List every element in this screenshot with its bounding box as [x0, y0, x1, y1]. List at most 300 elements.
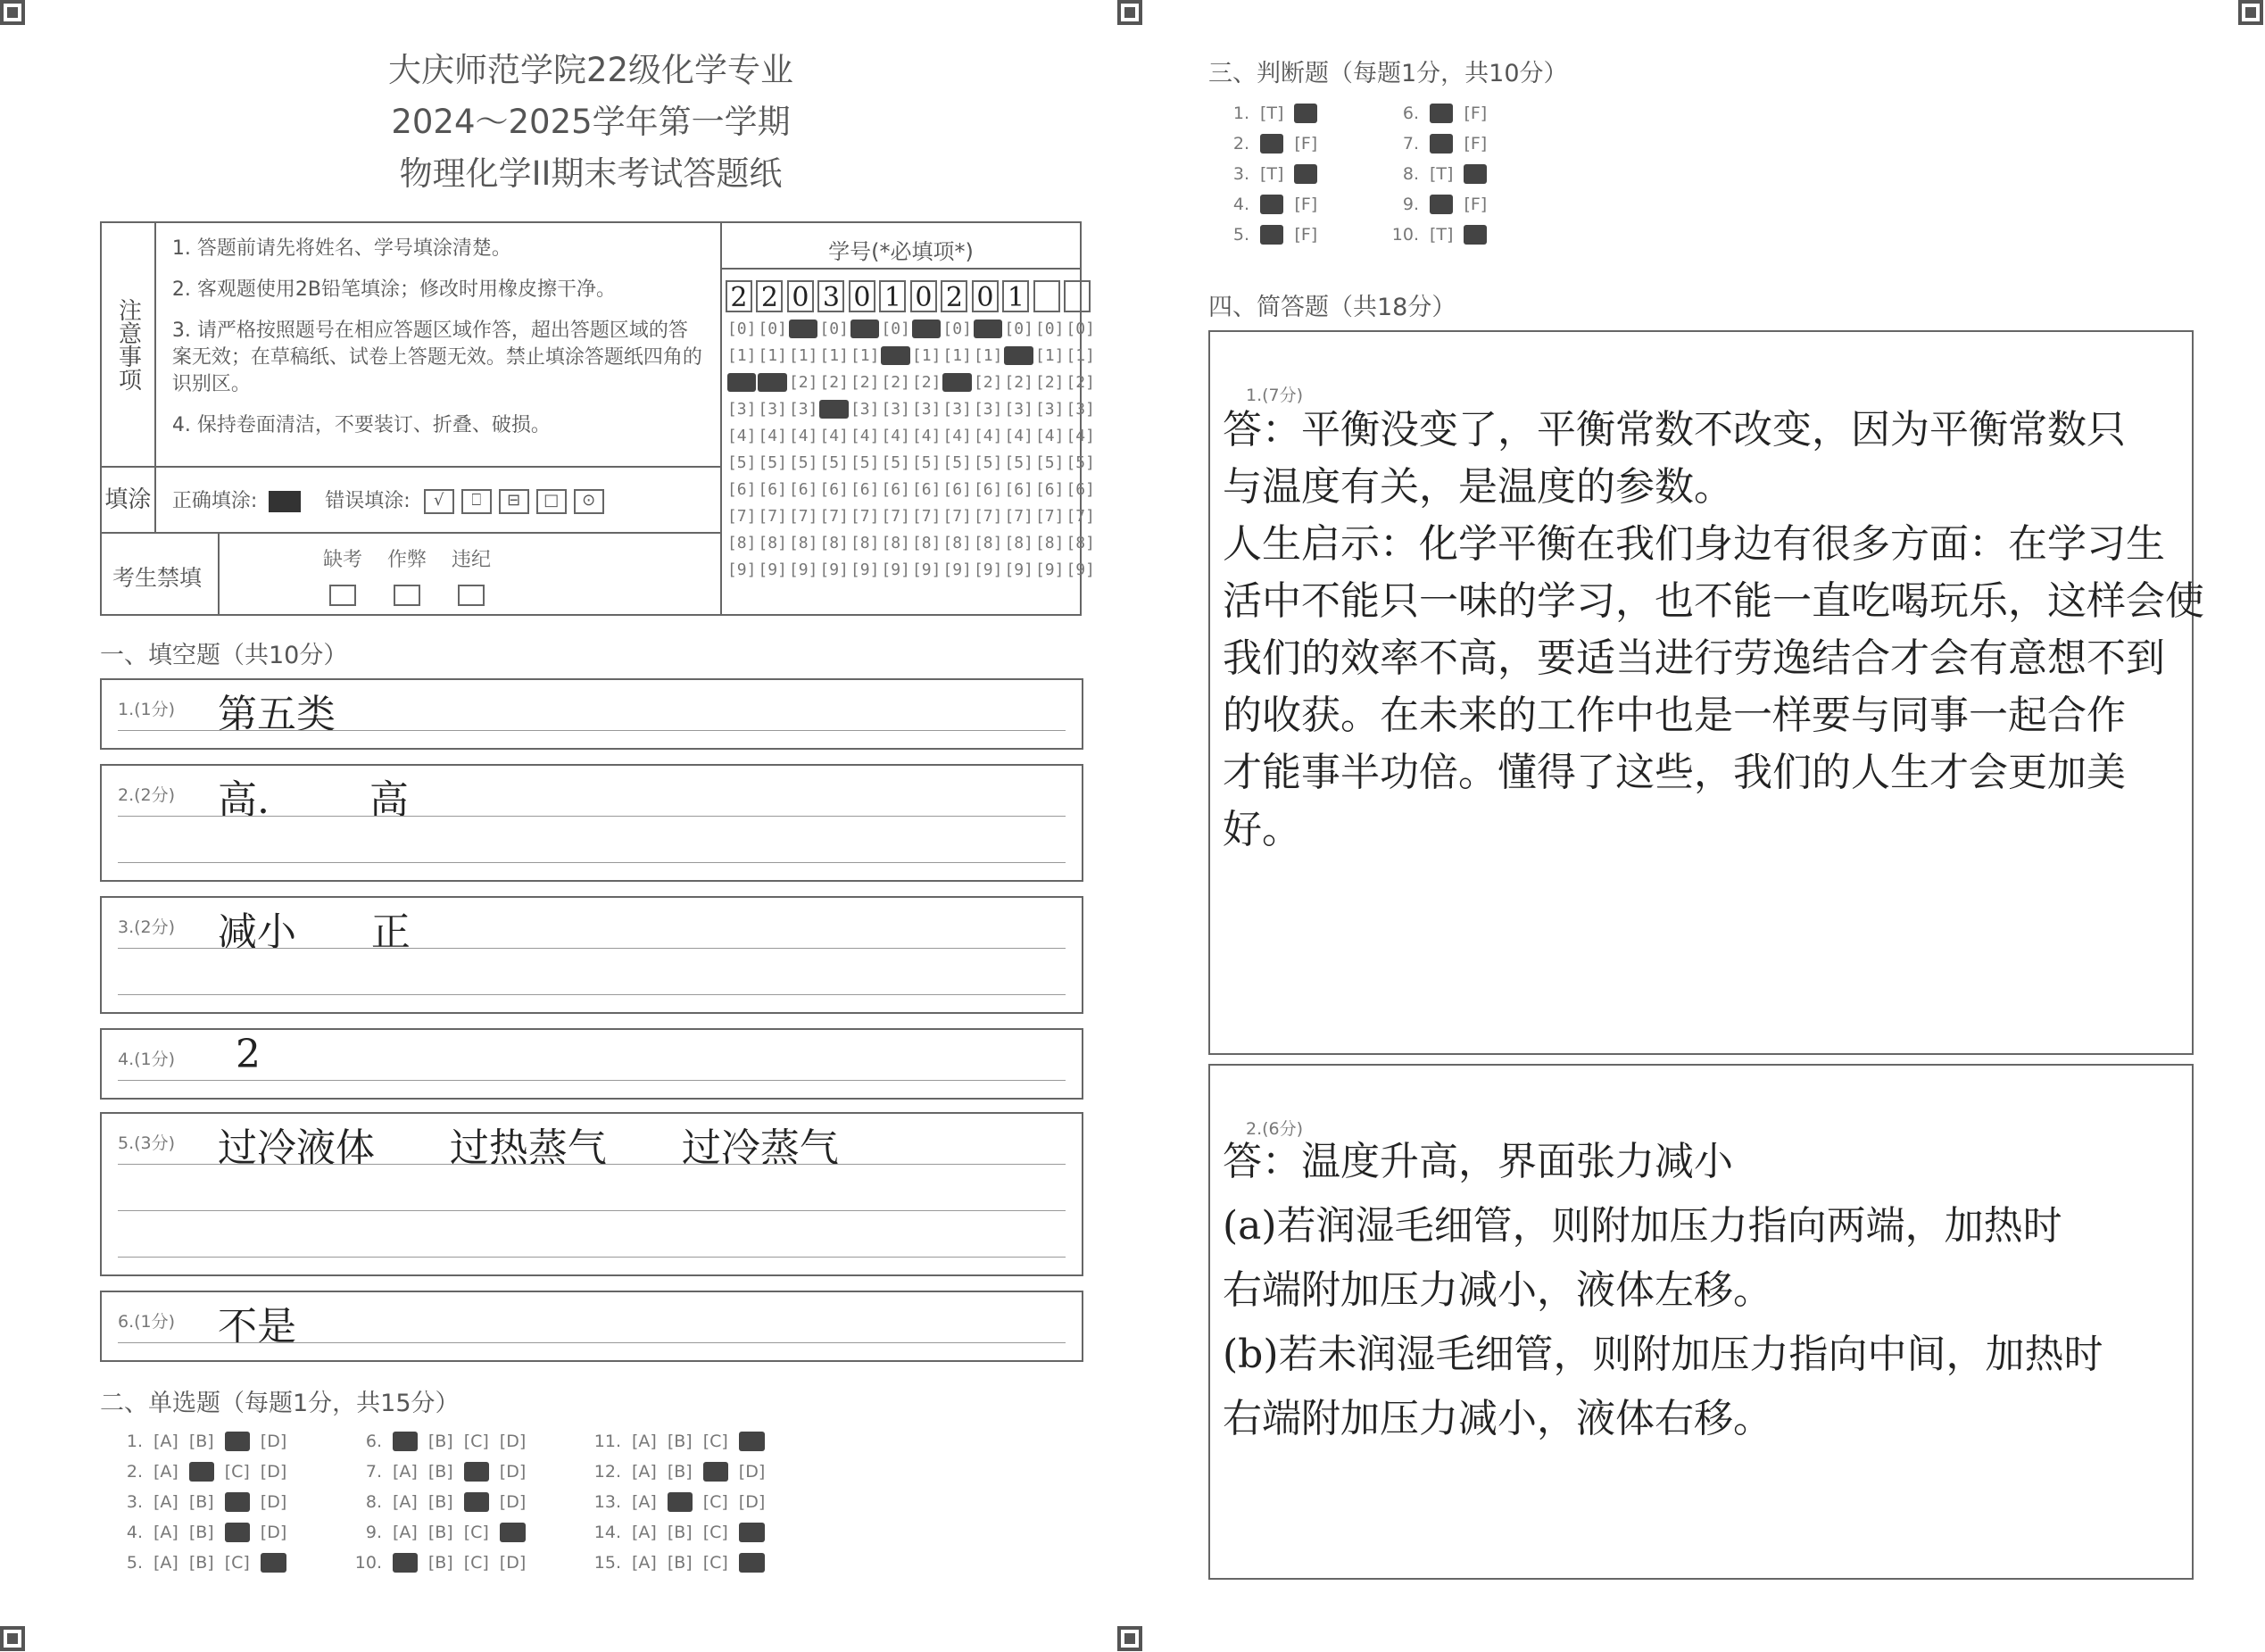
choice-bubble[interactable]: [D] [738, 1462, 766, 1482]
student-id-bubble[interactable]: [8] [973, 534, 1003, 552]
choice-bubble[interactable]: [B] [667, 1553, 693, 1573]
choice-bubble[interactable]: [C] [702, 1523, 728, 1542]
student-id-bubble[interactable]: [5] [1066, 453, 1095, 472]
notice-item-4: 4. 保持卷面清洁，不要装订、折叠、破损。 [171, 414, 551, 436]
question-number: 10. [1391, 225, 1419, 245]
choice-bubble[interactable] [739, 1553, 765, 1573]
choice-bubble[interactable]: [D] [499, 1492, 527, 1512]
answer-line [118, 730, 1066, 731]
student-id-bubble[interactable] [942, 373, 972, 392]
tf-bubble[interactable] [1260, 195, 1283, 214]
student-id-bubble[interactable]: [2] [788, 373, 818, 392]
student-id-bubble[interactable]: [8] [726, 534, 757, 552]
choice-bubble[interactable]: [A] [153, 1492, 178, 1512]
student-id-bubble[interactable]: [8] [788, 534, 818, 552]
student-id-bubble[interactable]: [3] [973, 400, 1003, 419]
corner-marker-top-left [0, 0, 25, 25]
choice-bubble[interactable] [225, 1492, 250, 1512]
student-id-digit: 3 [817, 280, 844, 312]
tf-bubble[interactable]: [T] [1430, 164, 1454, 184]
short-answer-box-2 [1208, 1064, 2194, 1580]
single-choice-question [593, 1432, 776, 1451]
student-id-bubble[interactable]: [3] [911, 400, 942, 419]
student-id-bubble[interactable]: [2] [819, 373, 849, 392]
question-number: 4. [126, 1523, 143, 1542]
choice-bubble[interactable]: [C] [702, 1492, 728, 1512]
student-id-bubble[interactable]: [1] [788, 346, 818, 365]
student-id-bubble[interactable]: [0] [726, 320, 757, 338]
student-id-digit: 1 [1002, 280, 1029, 312]
student-id-bubble[interactable]: [4] [881, 427, 910, 445]
choice-bubble[interactable]: [B] [188, 1523, 214, 1542]
student-id-bubble[interactable]: [2] [1066, 373, 1095, 392]
student-id-bubble[interactable] [881, 346, 910, 365]
wrong-fill-sample: ⊟ [499, 489, 529, 514]
choice-bubble[interactable] [393, 1432, 418, 1451]
student-id-bubble[interactable]: [6] [788, 480, 818, 499]
student-id-bubble[interactable]: [9] [911, 560, 942, 579]
student-id-bubble[interactable]: [2] [881, 373, 910, 392]
choice-bubble[interactable] [261, 1553, 286, 1573]
question-number: 10. [354, 1553, 382, 1573]
student-id-bubble[interactable]: [4] [942, 427, 972, 445]
student-id-bubble[interactable]: [1] [973, 346, 1003, 365]
student-id-bubble[interactable]: [7] [850, 507, 880, 526]
student-id-bubble[interactable]: [8] [758, 534, 787, 552]
student-id-grid [722, 270, 1095, 600]
answer-text-line: 好。 [1223, 807, 1301, 852]
tf-bubble[interactable] [1294, 164, 1317, 184]
answer-text-line: 活中不能只一味的学习，也不能一直吃喝玩乐，这样会使 [1223, 578, 2204, 624]
student-id-bubble[interactable]: [3] [788, 400, 818, 419]
tf-bubble[interactable]: [F] [1464, 104, 1488, 123]
student-id-bubble[interactable]: [5] [1004, 453, 1033, 472]
choice-bubble[interactable]: [D] [260, 1462, 287, 1482]
wrong-fill-sample: □ [536, 489, 567, 514]
student-id-bubble[interactable]: [5] [819, 453, 849, 472]
student-id-bubble[interactable]: [7] [819, 507, 849, 526]
choice-bubble[interactable]: [B] [188, 1553, 214, 1573]
student-id-bubble[interactable]: [7] [942, 507, 972, 526]
student-id-bubble[interactable]: [7] [911, 507, 942, 526]
student-id-bubble[interactable]: [4] [911, 427, 942, 445]
student-id-bubble[interactable]: [9] [973, 560, 1003, 579]
true-false-question [1221, 195, 1328, 214]
choice-bubble[interactable] [225, 1523, 250, 1542]
choice-bubble[interactable]: [D] [260, 1492, 287, 1512]
fill-label: 填涂 [101, 467, 155, 533]
tf-bubble[interactable]: [F] [1294, 225, 1318, 245]
fill-blank-answer: 第五类 [218, 692, 336, 737]
choice-bubble[interactable] [464, 1492, 489, 1512]
choice-bubble[interactable]: [A] [153, 1432, 178, 1451]
student-id-bubble[interactable]: [8] [850, 534, 880, 552]
student-id-bubble[interactable]: [2] [1004, 373, 1033, 392]
fill-blank-answer: 减小 正 [218, 909, 411, 955]
single-choice-question [353, 1553, 536, 1573]
student-id-bubble[interactable]: [9] [758, 560, 787, 579]
answer-text-line: 右端附加压力减小，液体左移。 [1223, 1267, 1772, 1313]
forbidden-item [307, 544, 378, 606]
tf-bubble[interactable] [1464, 225, 1487, 245]
student-id-bubble[interactable]: [4] [850, 427, 880, 445]
choice-bubble[interactable] [739, 1432, 765, 1451]
choice-bubble[interactable]: [C] [702, 1553, 728, 1573]
student-id-bubble[interactable]: [4] [819, 427, 849, 445]
answer-text-line: 我们的效率不高，要适当进行劳逸结合才会有意想不到 [1223, 635, 2165, 681]
short-answer-q2-label: 2.(6分) [1246, 1119, 1304, 1139]
exam-title-line1: 大庆师范学院22级化学专业 [387, 51, 794, 89]
true-false-question [1390, 195, 1498, 214]
student-id-bubble[interactable]: [0] [942, 320, 972, 338]
choice-bubble[interactable]: [B] [427, 1523, 453, 1542]
single-choice-question [593, 1462, 776, 1482]
tf-bubble[interactable]: [F] [1464, 195, 1488, 214]
choice-bubble[interactable]: [A] [632, 1492, 657, 1512]
student-id-bubble[interactable]: [8] [1066, 534, 1095, 552]
choice-bubble[interactable]: [C] [463, 1553, 489, 1573]
student-id-bubble[interactable]: [6] [1004, 480, 1033, 499]
student-id-bubble[interactable] [789, 320, 818, 338]
tf-bubble[interactable] [1430, 134, 1453, 154]
fill-example-row [155, 467, 721, 533]
fill-blank-answer: 高. 高 [218, 777, 409, 823]
choice-bubble[interactable]: [A] [632, 1432, 657, 1451]
fill-blank-q-label: 3.(2分) [118, 917, 176, 937]
answer-line [118, 862, 1066, 863]
question-number: 6. [1402, 104, 1419, 123]
question-number: 9. [1402, 195, 1419, 214]
choice-bubble[interactable] [225, 1432, 250, 1451]
choice-bubble[interactable] [464, 1462, 489, 1482]
student-id-bubble[interactable]: [3] [726, 400, 757, 419]
student-id-bubble[interactable]: [4] [1034, 427, 1065, 445]
corner-marker-top-right [2238, 0, 2263, 25]
student-id-bubble[interactable]: [8] [942, 534, 972, 552]
fill-blank-box-3 [100, 896, 1083, 1014]
student-id-bubble[interactable]: [7] [788, 507, 818, 526]
question-number: 1. [1232, 104, 1249, 123]
forbidden-row [101, 533, 721, 615]
student-id-bubble[interactable]: [5] [788, 453, 818, 472]
student-id-bubble[interactable] [1004, 346, 1033, 365]
choice-bubble[interactable]: [D] [260, 1523, 287, 1542]
single-choice-question [114, 1523, 297, 1542]
short-answer-q2-text [1223, 1130, 2103, 1451]
student-id-bubble[interactable]: [8] [1034, 534, 1065, 552]
true-false-question [1390, 225, 1498, 245]
tf-bubble[interactable]: [F] [1294, 195, 1318, 214]
answer-text-line: 答：温度升高，界面张力减小 [1223, 1139, 1733, 1184]
single-choice-question [353, 1523, 536, 1542]
student-id-bubble[interactable]: [1] [1034, 346, 1065, 365]
choice-bubble[interactable] [189, 1462, 214, 1482]
fill-blank-answer: 不是 [218, 1304, 296, 1349]
question-number: 3. [1232, 164, 1249, 184]
student-id-bubble[interactable]: [6] [758, 480, 787, 499]
true-false-question [1221, 134, 1328, 154]
student-id-bubble[interactable] [758, 373, 787, 392]
tf-bubble[interactable]: [T] [1260, 104, 1284, 123]
true-false-question [1390, 104, 1498, 123]
answer-line [118, 948, 1066, 949]
choice-bubble[interactable] [739, 1523, 765, 1542]
choice-bubble[interactable]: [B] [427, 1492, 453, 1512]
student-id-bubble[interactable]: [9] [1034, 560, 1065, 579]
tf-bubble[interactable] [1260, 134, 1283, 154]
wrong-fill-samples [417, 490, 604, 512]
student-id-digit: 2 [756, 280, 783, 312]
student-id-label: 学号(*必填项*) [722, 234, 1080, 270]
single-choice-question [593, 1553, 776, 1573]
student-id-bubble[interactable]: [7] [1004, 507, 1033, 526]
student-id-bubble[interactable]: [2] [973, 373, 1003, 392]
student-id-bubble[interactable]: [7] [1066, 507, 1095, 526]
student-id-bubble[interactable]: [4] [726, 427, 757, 445]
forbidden-checkbox[interactable] [458, 585, 485, 606]
choice-bubble[interactable]: [A] [632, 1553, 657, 1573]
short-answer-heading: 四、简答题（共18分） [1208, 294, 1456, 321]
single-choice-question [114, 1492, 297, 1512]
student-id-bubble[interactable]: [0] [881, 320, 910, 338]
choice-bubble[interactable]: [D] [738, 1492, 766, 1512]
student-id-bubble[interactable]: [7] [1034, 507, 1065, 526]
choice-bubble[interactable]: [A] [393, 1492, 418, 1512]
student-id-bubble[interactable]: [6] [726, 480, 757, 499]
forbidden-item [436, 544, 507, 606]
single-choice-question [353, 1432, 536, 1451]
student-id-bubble[interactable]: [5] [850, 453, 880, 472]
forbidden-label: 考生禁填 [112, 565, 203, 591]
choice-bubble[interactable]: [C] [224, 1462, 250, 1482]
student-id-bubble[interactable]: [1] [850, 346, 880, 365]
student-id-bubble[interactable]: [9] [942, 560, 972, 579]
choice-bubble[interactable]: [B] [188, 1432, 214, 1451]
student-id-bubble[interactable]: [9] [819, 560, 849, 579]
student-id-bubble[interactable]: [6] [1034, 480, 1065, 499]
student-id-bubble[interactable]: [9] [1004, 560, 1033, 579]
student-id-digit: 2 [941, 280, 967, 312]
answer-text-line: 人生启示：化学平衡在我们身边有很多方面：在学习生 [1223, 521, 2165, 567]
student-id-bubble[interactable]: [5] [758, 453, 787, 472]
student-id-bubble[interactable]: [4] [758, 427, 787, 445]
student-id-digit [1064, 280, 1091, 312]
choice-bubble[interactable]: [D] [499, 1432, 527, 1451]
choice-bubble[interactable]: [B] [667, 1432, 693, 1451]
student-id-bubble[interactable]: [0] [758, 320, 787, 338]
single-choice-question [114, 1432, 297, 1451]
student-id-bubble[interactable]: [6] [942, 480, 972, 499]
student-id-digit [1033, 280, 1060, 312]
fill-blank-box-1 [100, 678, 1083, 750]
fill-blank-box-6 [100, 1291, 1083, 1362]
student-id-bubble[interactable]: [3] [942, 400, 972, 419]
choice-bubble[interactable]: [A] [393, 1462, 418, 1482]
corner-marker-bottom-left [0, 1626, 25, 1651]
question-number: 1. [126, 1432, 143, 1451]
wrong-fill-sample: ⊙ [574, 489, 604, 514]
student-id-bubble[interactable] [727, 373, 757, 392]
student-id-bubble[interactable]: [4] [973, 427, 1003, 445]
choice-bubble[interactable]: [C] [702, 1432, 728, 1451]
student-id-bubble[interactable]: [3] [881, 400, 910, 419]
choice-bubble[interactable]: [D] [260, 1432, 287, 1451]
fill-blank-q-label: 2.(2分) [118, 785, 176, 805]
student-id-bubble[interactable]: [7] [758, 507, 787, 526]
student-id-bubble[interactable]: [5] [726, 453, 757, 472]
single-choice-heading: 二、单选题（每题1分，共15分） [100, 1390, 460, 1417]
answer-text-line: 才能事半功倍。懂得了这些，我们的人生才会更加美 [1223, 750, 2126, 795]
student-id-bubble[interactable]: [7] [726, 507, 757, 526]
student-id-bubble[interactable]: [8] [1004, 534, 1033, 552]
choice-bubble[interactable] [393, 1553, 418, 1573]
choice-bubble[interactable]: [C] [463, 1523, 489, 1542]
tf-bubble[interactable]: [F] [1294, 134, 1318, 154]
tf-bubble[interactable] [1464, 164, 1487, 184]
exam-title-line3: 物理化学II期末考试答题纸 [399, 154, 783, 193]
choice-bubble[interactable] [500, 1523, 526, 1542]
student-id-bubble[interactable]: [7] [973, 507, 1003, 526]
question-number: 7. [1402, 134, 1419, 154]
student-id-bubble[interactable] [974, 320, 1003, 338]
student-id-bubble[interactable]: [1] [1066, 346, 1095, 365]
student-id-bubble[interactable]: [9] [881, 560, 910, 579]
choice-bubble[interactable]: [B] [667, 1462, 693, 1482]
tf-bubble[interactable] [1430, 195, 1453, 214]
tf-bubble[interactable]: [T] [1260, 164, 1284, 184]
choice-bubble[interactable]: [B] [427, 1432, 453, 1451]
student-id-bubble[interactable]: [0] [1034, 320, 1065, 338]
student-id-bubble[interactable]: [8] [819, 534, 849, 552]
corner-marker-bottom-center [1117, 1626, 1142, 1651]
notice-label: 注意事项 [101, 222, 155, 467]
fill-blank-q-label: 4.(1分) [118, 1050, 176, 1069]
student-id-bubble[interactable]: [4] [1004, 427, 1033, 445]
student-id-bubble[interactable]: [5] [1034, 453, 1065, 472]
student-id-bubble[interactable]: [8] [911, 534, 942, 552]
tf-bubble[interactable]: [T] [1430, 225, 1454, 245]
choice-bubble[interactable] [703, 1462, 728, 1482]
student-id-bubble[interactable]: [0] [1066, 320, 1095, 338]
student-id-bubble[interactable]: [6] [819, 480, 849, 499]
student-id-bubble[interactable]: [1] [911, 346, 942, 365]
student-id-bubble[interactable]: [9] [726, 560, 757, 579]
student-id-bubble[interactable]: [4] [788, 427, 818, 445]
choice-bubble[interactable]: [B] [188, 1492, 214, 1512]
student-id-digit: 2 [726, 280, 752, 312]
choice-bubble[interactable]: [B] [427, 1462, 453, 1482]
tf-bubble[interactable] [1430, 104, 1453, 123]
notice-item-1: 1. 答题前请先将姓名、学号填涂清楚。 [171, 237, 511, 260]
choice-bubble[interactable]: [B] [427, 1553, 453, 1573]
student-id-bubble[interactable]: [6] [850, 480, 880, 499]
single-choice-question [353, 1492, 536, 1512]
choice-bubble[interactable]: [C] [224, 1553, 250, 1573]
student-id-bubble[interactable]: [9] [788, 560, 818, 579]
notice-item-2: 2. 客观题使用2B铅笔填涂；修改时用橡皮擦干净。 [171, 278, 616, 301]
student-id-bubble[interactable]: [9] [850, 560, 880, 579]
student-id-bubble[interactable]: [6] [881, 480, 910, 499]
student-id-bubble[interactable]: [6] [911, 480, 942, 499]
student-id-bubble[interactable]: [1] [819, 346, 849, 365]
student-id-bubble[interactable]: [9] [1066, 560, 1095, 579]
choice-bubble[interactable]: [D] [499, 1553, 527, 1573]
student-id-bubble[interactable]: [5] [973, 453, 1003, 472]
tf-bubble[interactable]: [F] [1464, 134, 1488, 154]
choice-bubble[interactable]: [A] [153, 1553, 178, 1573]
student-id-bubble[interactable]: [3] [1004, 400, 1033, 419]
true-false-question [1390, 134, 1498, 154]
question-number: 9. [365, 1523, 382, 1542]
student-id-bubble[interactable] [819, 400, 849, 419]
forbidden-checkbox[interactable] [329, 585, 356, 606]
single-choice-question [114, 1553, 297, 1573]
tf-bubble[interactable] [1294, 104, 1317, 123]
student-id-bubble[interactable]: [3] [850, 400, 880, 419]
student-id-bubble[interactable]: [5] [881, 453, 910, 472]
student-id-bubble[interactable]: [3] [1066, 400, 1095, 419]
student-id-bubble[interactable]: [0] [819, 320, 849, 338]
student-id-bubble[interactable]: [6] [973, 480, 1003, 499]
student-id-bubble[interactable]: [1] [758, 346, 787, 365]
choice-bubble[interactable]: [A] [153, 1523, 178, 1542]
answer-text-line: 与温度有关，是温度的参数。 [1223, 464, 1733, 510]
short-answer-q1-label: 1.(7分) [1246, 386, 1304, 405]
choice-bubble[interactable]: [B] [667, 1523, 693, 1542]
student-id-bubble[interactable]: [5] [911, 453, 942, 472]
student-id-bubble[interactable]: [3] [1034, 400, 1065, 419]
choice-bubble[interactable]: [A] [393, 1523, 418, 1542]
student-id-bubble[interactable]: [7] [881, 507, 910, 526]
notice-items [155, 222, 721, 467]
student-id-bubble[interactable]: [3] [758, 400, 787, 419]
true-false-question [1221, 104, 1328, 123]
student-id-bubble[interactable]: [0] [1004, 320, 1033, 338]
fill-blank-heading: 一、填空题（共10分） [100, 642, 348, 669]
student-id-bubble[interactable]: [5] [942, 453, 972, 472]
answer-text-line: (a)若润湿毛细管，则附加压力指向两端，加热时 [1223, 1203, 2062, 1249]
fill-blank-answer: 过冷液体 过热蒸气 过冷蒸气 [218, 1125, 839, 1171]
question-number: 12. [593, 1462, 621, 1482]
student-id-bubble[interactable] [850, 320, 880, 338]
student-id-bubble[interactable]: [4] [1066, 427, 1095, 445]
choice-bubble[interactable]: [A] [632, 1462, 657, 1482]
fill-blank-q-label: 1.(1分) [118, 700, 176, 719]
student-id-bubble[interactable]: [6] [1066, 480, 1095, 499]
student-id-bubble[interactable]: [2] [850, 373, 880, 392]
true-false-question [1390, 164, 1498, 184]
choice-bubble[interactable]: [C] [463, 1432, 489, 1451]
choice-bubble[interactable]: [A] [632, 1523, 657, 1542]
question-number: 8. [365, 1492, 382, 1512]
fill-blank-answer: 2 [236, 1032, 261, 1077]
student-id-bubble[interactable]: [8] [881, 534, 910, 552]
answer-line [118, 1210, 1066, 1211]
choice-bubble[interactable]: [A] [153, 1462, 178, 1482]
student-id-bubble[interactable]: [1] [942, 346, 972, 365]
student-id-bubble[interactable]: [1] [726, 346, 757, 365]
question-number: 6. [365, 1432, 382, 1451]
forbidden-checkbox[interactable] [394, 585, 420, 606]
student-id-bubble[interactable] [912, 320, 942, 338]
tf-bubble[interactable] [1260, 225, 1283, 245]
choice-bubble[interactable] [668, 1492, 693, 1512]
student-id-bubble[interactable]: [2] [1034, 373, 1065, 392]
true-false-heading: 三、判断题（每题1分，共10分） [1208, 60, 1568, 87]
student-id-bubble[interactable]: [2] [911, 373, 942, 392]
single-choice-question [593, 1492, 776, 1512]
choice-bubble[interactable]: [D] [499, 1462, 527, 1482]
